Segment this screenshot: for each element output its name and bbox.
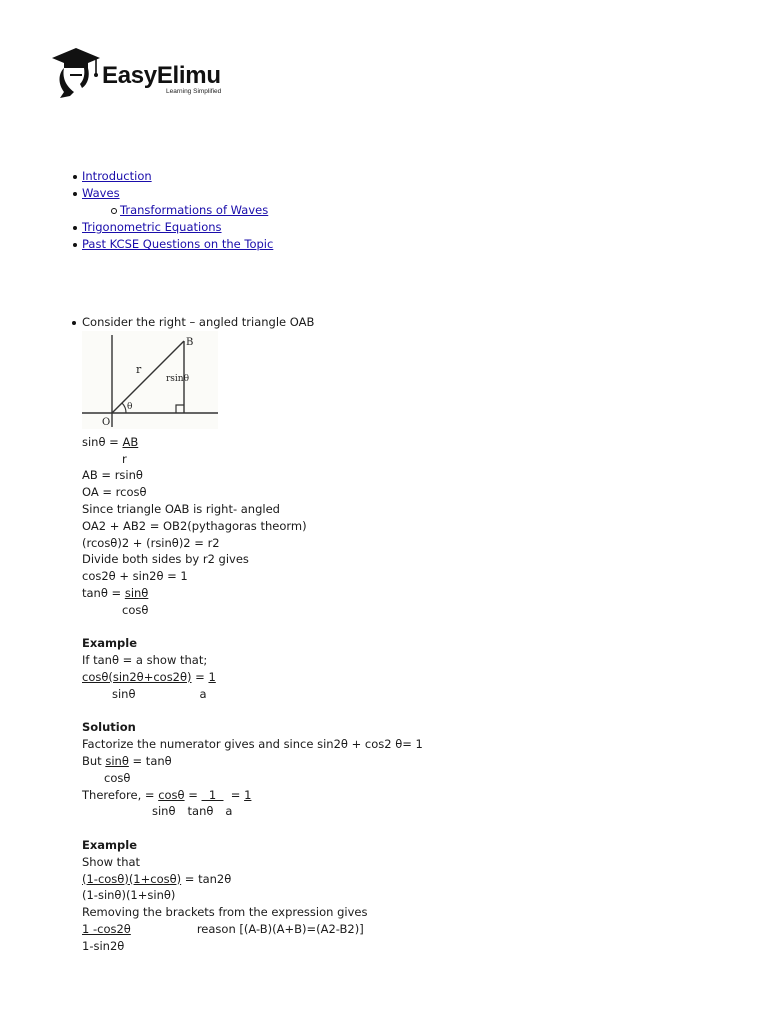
spacer (82, 619, 722, 636)
formula-line: AB = rsinθ (82, 468, 143, 483)
formula-line: tanθ = sinθ (82, 585, 149, 600)
spacer (82, 703, 722, 720)
formula-line: sinθ tanθ a (152, 804, 233, 819)
label-rsin: rsinθ (166, 373, 190, 384)
toc-item (72, 219, 273, 236)
label-theta: θ (127, 401, 133, 412)
text-line: Since triangle OAB is right- angled (82, 501, 280, 516)
article-body (82, 314, 722, 955)
list-bullet (72, 321, 76, 325)
formula-line: cosθ (122, 602, 149, 617)
example-heading: Example (82, 837, 137, 852)
formula-line: (1-cosθ)(1+cosθ) = tan2θ (82, 871, 232, 886)
label-b: B (186, 336, 194, 348)
formula-line: (1-sinθ)(1+sinθ) (82, 888, 176, 903)
graduation-cap-icon (50, 44, 106, 100)
intro-text: Consider the right – angled triangle OAB (82, 315, 315, 329)
toc-item (72, 168, 273, 185)
text-line: Removing the brackets from the expression gives (82, 905, 368, 920)
solution-heading: Solution (82, 720, 136, 735)
formula-line: cosθ (104, 770, 131, 785)
text-line: Show that (82, 854, 141, 869)
example-heading: Example (82, 636, 137, 651)
toc-item (72, 185, 273, 202)
text-line: Divide both sides by r2 gives (82, 552, 249, 567)
label-r: r (136, 362, 142, 376)
formula-line: OA = rcosθ (82, 485, 147, 500)
brand-tagline: Learning Simplified (166, 88, 222, 95)
formula-line: cosθ(sin2θ+cos2θ) = 1 (82, 669, 216, 684)
toc-item (72, 236, 273, 253)
table-of-contents (72, 168, 273, 253)
toc-link-past-kcse[interactable]: Past KCSE Questions on the Topic (82, 237, 274, 251)
formula-line: sinθ a (112, 686, 207, 701)
toc-subitem (72, 202, 273, 219)
formula-line: (rcosθ)2 + (rsinθ)2 = r2 (82, 535, 220, 550)
formula-line: sinθ = AB (82, 434, 139, 449)
formula-line: But sinθ = tanθ (82, 753, 172, 768)
formula-line: r (122, 451, 127, 466)
formula-line: cos2θ + sin2θ = 1 (82, 569, 188, 584)
toc-link-introduction[interactable]: Introduction (82, 169, 152, 183)
toc-link-waves[interactable]: Waves (82, 186, 120, 200)
formula-line: 1 -cos2θ reason [(A-B)(A+B)=(A2-B2)] (82, 921, 364, 936)
text-line: If tanθ = a show that; (82, 653, 208, 668)
toc-link-trig-equations[interactable]: Trigonometric Equations (82, 220, 222, 234)
toc-link-transformations[interactable]: Transformations of Waves (120, 203, 269, 217)
formula-line: OA2 + AB2 = OB2(pythagoras theorm) (82, 518, 307, 533)
label-o: O (102, 416, 111, 428)
brand-logo[interactable] (50, 44, 250, 104)
formula-line: 1-sin2θ (82, 938, 125, 953)
formula-line: Therefore, = cosθ = 1 = 1 (82, 787, 252, 802)
spacer (82, 820, 722, 837)
text-line: Factorize the numerator gives and since sin2θ + cos2 θ= 1 (82, 737, 423, 752)
brand-name: EasyElimu (102, 62, 221, 89)
triangle-figure (82, 331, 218, 429)
